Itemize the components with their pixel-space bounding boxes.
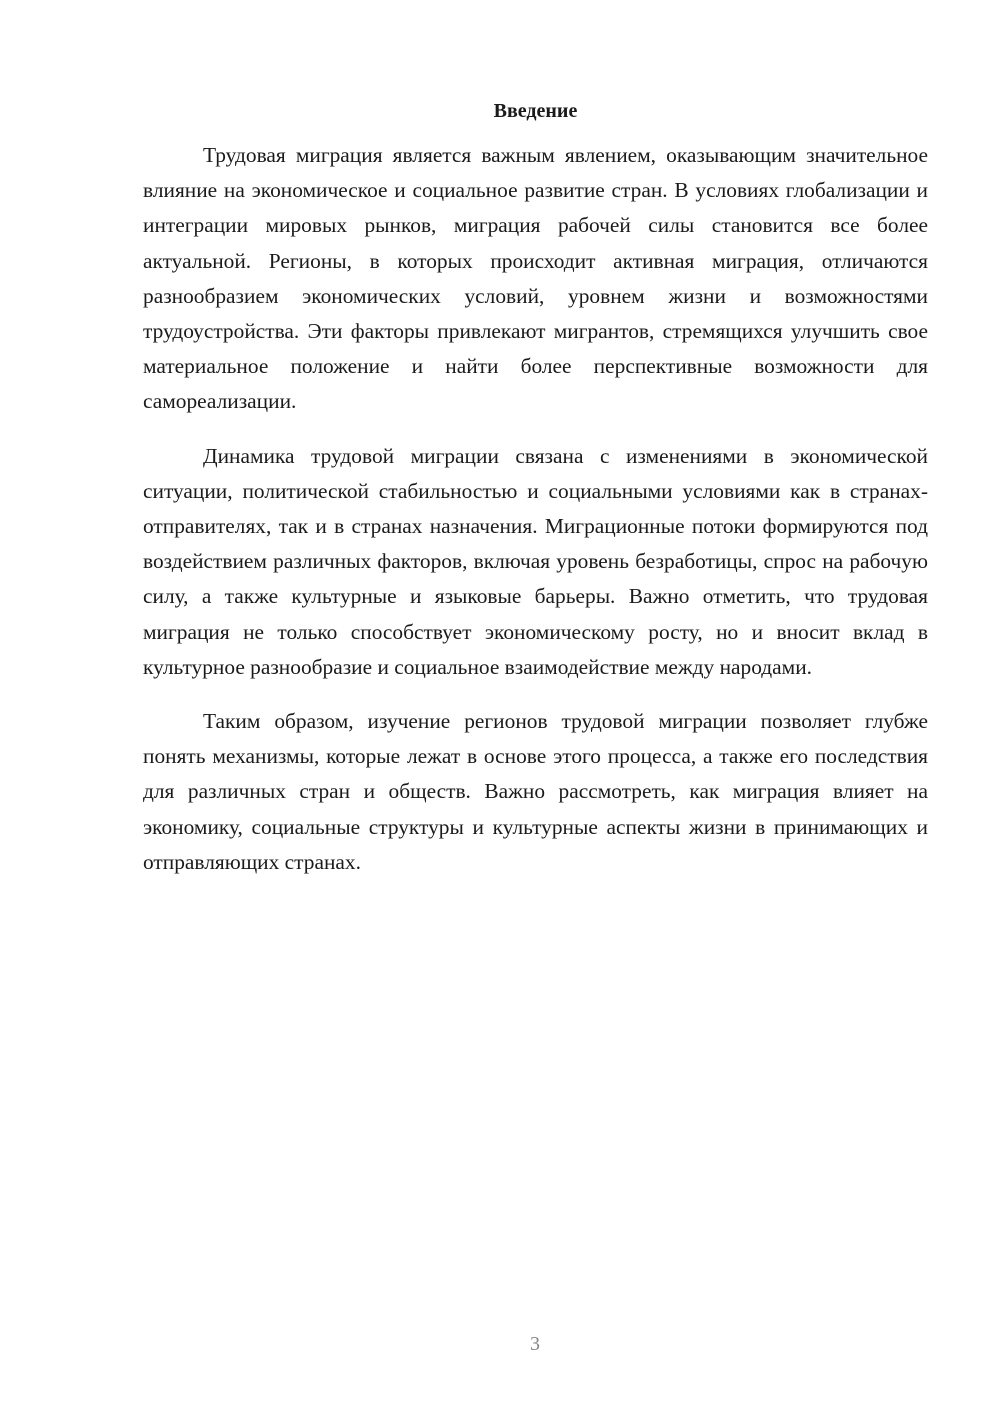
page-number: 3 bbox=[530, 1333, 540, 1355]
paragraph-2: Динамика трудовой миграции связана с изменениями в экономической ситуации, политической стабильностью и социальными условиями как в странах-отправителях, так и в странах назначения. Миграционные потоки формируются под воздействием различных факторов, включая уровень безработицы, спрос на рабочую силу, а также культурные и языковые барьеры. Важно отметить, что трудовая миграция не только способствует экономическому росту, но и вносит вклад в культурное разнообразие и социальное взаимодействие между народами. bbox=[143, 443, 928, 679]
paragraph-3: Таким образом, изучение регионов трудовой миграции позволяет глубже понять механизмы, которые лежат в основе этого процесса, а также его последствия для различных стран и обществ. Важно рассмотреть, как миграция влияет на экономику, социальные структуры и культурные аспекты жизни в принимающих и отправляющих странах. bbox=[143, 709, 928, 874]
section-heading: Введение bbox=[493, 100, 578, 122]
page-content bbox=[143, 96, 928, 899]
paragraph-1: Трудовая миграция является важным явлением, оказывающим значительное влияние на экономическое и социальное развитие стран. В условиях глобализации и интеграции мировых рынков, миграция рабочей силы становится все более актуальной. Регионы, в которых происходит активная миграция, отличаются разнообразием экономических условий, уровнем жизни и возможностями трудоустройства. Эти факторы привлекают мигрантов, стремящихся улучшить свое материальное положение и найти более перспективные возможности для самореализации. bbox=[143, 143, 928, 414]
